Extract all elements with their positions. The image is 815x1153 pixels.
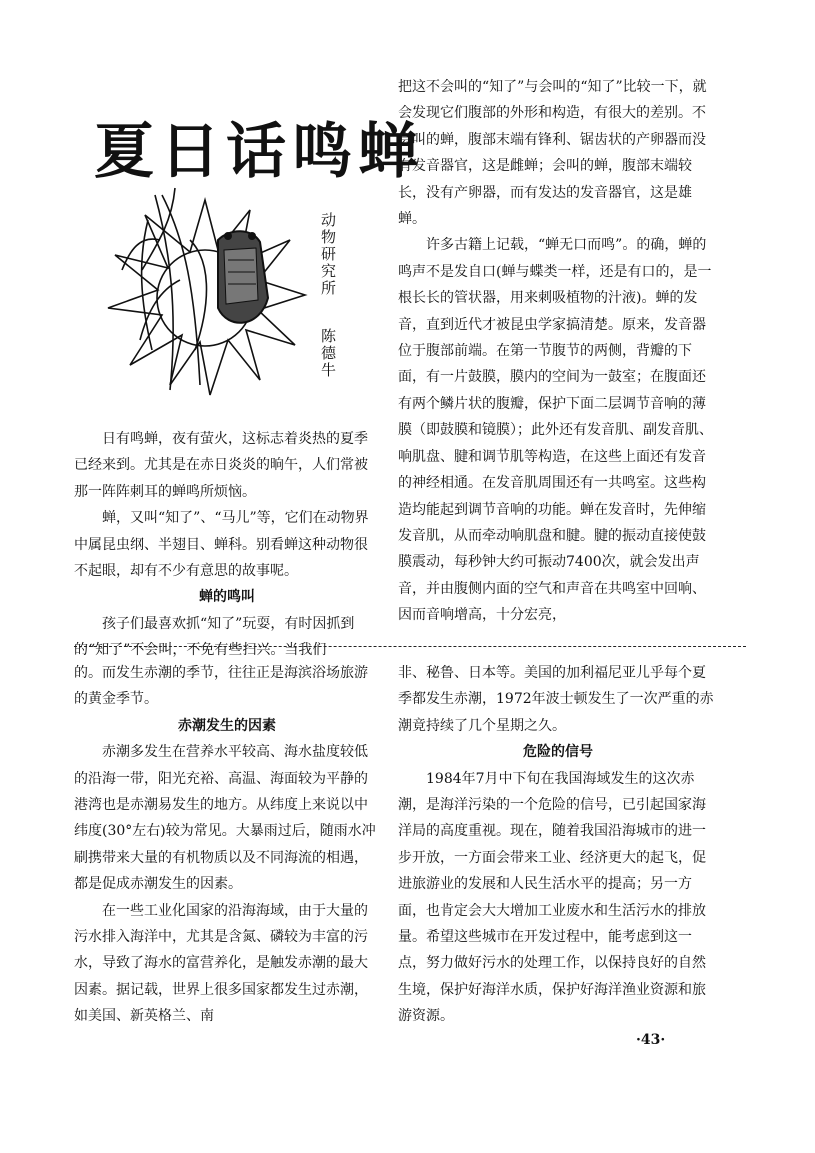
- author-affiliation: 动物研究所: [319, 212, 337, 297]
- paragraph: 日有鸣蝉，夜有萤火，这标志着炎热的夏季已经来到。尤其是在赤日炎炎的晌午，人们常被那一阵阵刺耳的蝉鸣所烦恼。: [74, 431, 368, 500]
- section-heading: 赤潮发生的因素: [178, 717, 276, 734]
- cicada-icon: [218, 231, 268, 323]
- paragraph: 孩子们最喜欢抓“知了”玩耍，有时因抓到的“知了”不会叫，不免有些扫兴。当我们: [74, 615, 355, 659]
- paragraph: 的。而发生赤潮的季节，往往正是海滨浴场旅游的黄金季节。: [74, 665, 368, 708]
- author-name: 陈德牛: [319, 328, 337, 379]
- section-heading: 危险的信号: [523, 744, 593, 761]
- cicada-sun-illustration: [100, 180, 310, 410]
- top-right-column: [398, 74, 718, 629]
- top-left-column: [74, 426, 380, 664]
- section-divider: [74, 646, 746, 647]
- article-title: 夏日话鸣蝉: [94, 117, 424, 187]
- paragraph: 1984年7月中下旬在我国海域发生的这次赤潮，是海洋污染的一个危险的信号，已引起国家海洋局的高度重视。现在，随着我国沿海城市的进一步开放，一方面会带来工业、经济更大的起飞，促进旅游业的发展和人民生活水平的提高；另一方面，也肯定会大大增加工业废水和生活污水的排放量。希望这些城市在开发过程中，能考虑到这一点，努力做好污水的处理工作，以保持良好的自然生境，保护好海洋水质，保护好海洋渔业资源和旅游资源。: [398, 770, 706, 1025]
- section-heading: 蝉的鸣叫: [199, 589, 255, 606]
- paragraph: 蝉，又叫“知了”、“马儿”等，它们在动物界中属昆虫纲、半翅目、蝉科。别看蝉这种动物很不起眼，却有不少有意思的故事呢。: [74, 510, 369, 580]
- bottom-left-column: [74, 660, 380, 1030]
- page-number: ·43·: [636, 1032, 666, 1048]
- paragraph: 许多古籍上记载，“蝉无口而鸣”。的确，蝉的鸣声不是发自口(蝉与蝶类一样，还是有口的，是一根长长的管状器，用来刺吸植物的汁液)。蝉的发音，直到近代才被昆虫学家搞清楚。原来，发音器位于腹部前端。在第一节腹节的两侧，背瓣的下面，有一片鼓膜，膜内的空间为一鼓室；在腹面还有两个鳞片状的腹瓣，保护下面二层调节音响的薄膜（即鼓膜和镜膜）；此外还有发音肌、副发音肌、响肌盘、腱和调节肌等构造，在这些上面还有发音的神经相通。在发音肌周围还有一共鸣室。这些构造均能起到调节音响的功能。蝉在发音时，先伸缩发音肌，从而牵动响肌盘和腱。腱的振动直接使鼓膜震动，每秒钟大约可振动7400次，就会发出声音，并由腹侧内面的空气和声音在共鸣室中回响、因而音响增高，十分宏亮，: [398, 237, 713, 624]
- bottom-right-column: [398, 660, 718, 1030]
- paragraph: 在一些工业化国家的沿海海域，由于大量的污水排入海洋中，尤其是含氮、磷较为丰富的污水，导致了海水的富营养化，是触发赤潮的最大因素。据记载，世界上很多国家都发生过赤潮，如美国、新英格兰、南: [74, 902, 368, 1025]
- paragraph: 赤潮多发生在营养水平较高、海水盐度较低的沿海一带，阳光充裕、高温、海面较为平静的港湾也是赤潮易发生的地方。从纬度上来说以中纬度(30°左右)较为常见。大暴雨过后，随雨水冲刷携带来大量的有机物质以及不同海流的相遇，都是促成赤潮发生的因素。: [74, 744, 376, 893]
- paragraph: 把这不会叫的“知了”与会叫的“知了”比较一下，就会发现它们腹部的外形和构造，有很大的差别。不会叫的蝉，腹部末端有锋利、锯齿状的产卵器而没有发音器官，这是雌蝉；会叫的蝉，腹部末端较长，没有产卵器，而有发达的发音器官，这是雄蝉。: [398, 79, 707, 228]
- paragraph: 非、秘鲁、日本等。美国的加利福尼亚儿乎每个夏季都发生赤潮，1972年波士顿发生了一次严重的赤潮竟持续了几个星期之久。: [398, 665, 714, 734]
